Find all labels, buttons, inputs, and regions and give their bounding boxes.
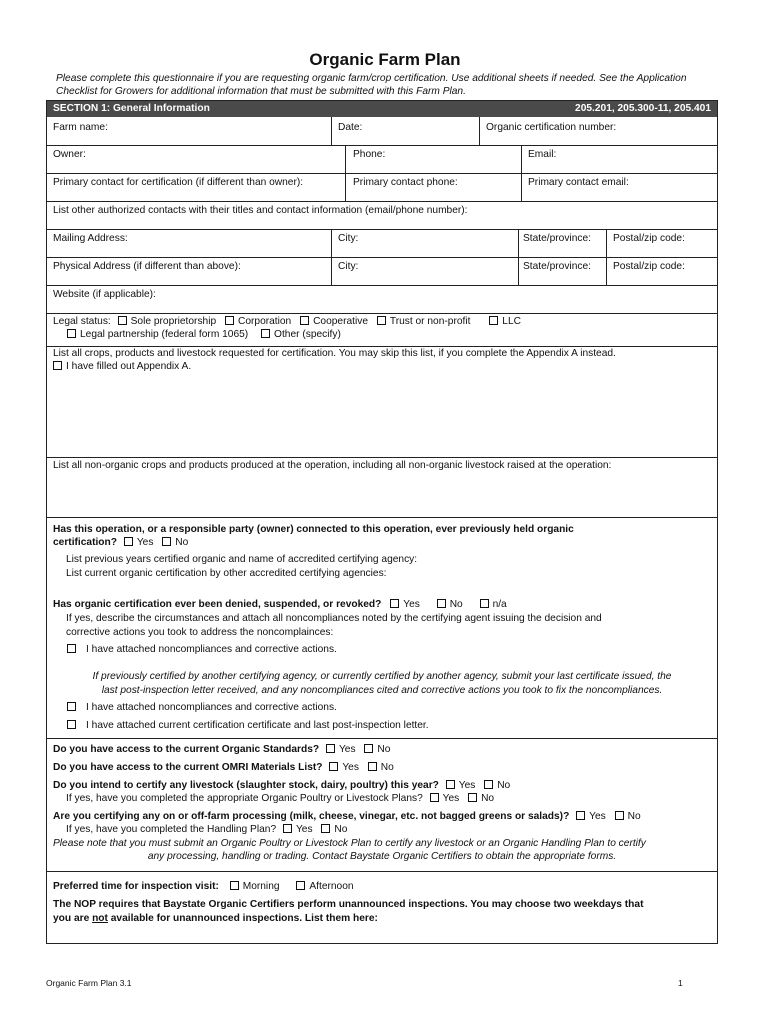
section-header bbox=[47, 101, 717, 117]
appendix-label: I have filled out Appendix A. bbox=[66, 361, 192, 372]
attached-noncompliance-label-1: I have attached noncompliances and corrective actions. bbox=[86, 644, 337, 655]
owner-label[interactable]: Owner: bbox=[53, 149, 86, 160]
omri-yes-checkbox[interactable] bbox=[329, 762, 338, 771]
morning-checkbox[interactable] bbox=[230, 881, 239, 890]
row-divider bbox=[47, 145, 717, 146]
corporation-checkbox[interactable] bbox=[225, 316, 234, 325]
footer-page-number: 1 bbox=[678, 978, 683, 988]
col-divider bbox=[479, 117, 480, 145]
row-divider bbox=[47, 229, 717, 230]
livestock-no-checkbox[interactable] bbox=[484, 780, 493, 789]
inspection-time-label: Preferred time for inspection visit: bbox=[53, 881, 219, 892]
row-divider bbox=[47, 871, 717, 872]
denied-question: Has organic certification ever been denied, suspended, or revoked? bbox=[53, 599, 382, 610]
appendix-row bbox=[53, 361, 191, 372]
standards-yes-label: Yes bbox=[338, 744, 356, 755]
intro-text: Please complete this questionnaire if you are requesting organic farm/crop certification. Use additional sheets if needed. See the Application Checklist for Growers for additional information that must be submitted with this Farm Plan. bbox=[56, 73, 687, 97]
physical-address-label[interactable]: Physical Address (if different than above): bbox=[53, 261, 241, 272]
cert-number-label[interactable]: Organic certification number: bbox=[486, 122, 617, 133]
processing-yes-checkbox[interactable] bbox=[576, 811, 585, 820]
denied-no-label: No bbox=[449, 599, 463, 610]
omri-no-checkbox[interactable] bbox=[368, 762, 377, 771]
attached-certificate-label: I have attached current certification certificate and last post-inspection letter. bbox=[86, 720, 429, 731]
handling-no-checkbox[interactable] bbox=[321, 824, 330, 833]
col-divider bbox=[331, 229, 332, 285]
legal-partnership-checkbox[interactable] bbox=[67, 329, 76, 338]
standards-question: Do you have access to the current Organic Standards? bbox=[53, 744, 320, 755]
col-divider bbox=[518, 229, 519, 285]
col-divider bbox=[521, 145, 522, 201]
nop-note-1: The NOP requires that Baystate Organic Certifiers perform unannounced inspections. You may choose two weekdays that bbox=[53, 899, 644, 910]
mailing-zip-label[interactable]: Postal/zip code: bbox=[613, 233, 685, 244]
current-cert-label[interactable]: List current organic certification by other accredited certifying agencies: bbox=[66, 568, 387, 579]
prior-cert-no-label: No bbox=[175, 537, 189, 548]
standards-no-checkbox[interactable] bbox=[364, 744, 373, 753]
row-divider bbox=[47, 313, 717, 314]
corporation-label: Corporation bbox=[237, 316, 292, 327]
omri-no-label: No bbox=[380, 762, 394, 773]
attached-noncompliance-checkbox-2[interactable] bbox=[67, 702, 76, 711]
col-divider bbox=[606, 229, 607, 285]
row-divider bbox=[47, 457, 717, 458]
legal-status-row-2 bbox=[67, 329, 341, 340]
mailing-state-label[interactable]: State/province: bbox=[523, 233, 591, 244]
sole-proprietorship-label: Sole proprietorship bbox=[130, 316, 217, 327]
plans-note-1: Please note that you must submit an Organic Poultry or Livestock Plan to certify any livestock or an Organic Handling Plan to certify bbox=[53, 838, 646, 849]
livestock-plans-no-label: No bbox=[481, 793, 495, 804]
col-divider bbox=[331, 117, 332, 145]
row-divider bbox=[47, 285, 717, 286]
cooperative-label: Cooperative bbox=[313, 316, 368, 327]
other-contacts-label[interactable]: List other authorized contacts with their titles and contact information (email/phone number): bbox=[53, 205, 468, 216]
physical-state-label[interactable]: State/province: bbox=[523, 261, 591, 272]
standards-no-label: No bbox=[377, 744, 391, 755]
website-label[interactable]: Website (if applicable): bbox=[53, 289, 156, 300]
morning-label: Morning bbox=[242, 881, 280, 892]
describe-line-1: If yes, describe the circumstances and attach all noncompliances noted by the certifying agent issuing the decision and bbox=[66, 613, 602, 624]
row-divider bbox=[47, 517, 717, 518]
nop-note-2-end: available for unannounced inspections. List them here: bbox=[107, 913, 378, 924]
physical-zip-label[interactable]: Postal/zip code: bbox=[613, 261, 685, 272]
omri-yes-label: Yes bbox=[342, 762, 359, 773]
inspection-time-row bbox=[53, 881, 354, 892]
general-information-form bbox=[46, 100, 718, 944]
livestock-yes-checkbox[interactable] bbox=[446, 780, 455, 789]
prior-cert-question-2: certification? bbox=[53, 537, 117, 548]
prior-cert-yes-label: Yes bbox=[136, 537, 154, 548]
nonorganic-list-label[interactable]: List all non-organic crops and products produced at the operation, including all non-organic livestock raised at the operation: bbox=[53, 460, 612, 471]
processing-row bbox=[53, 811, 641, 822]
phone-label[interactable]: Phone: bbox=[353, 149, 386, 160]
prev-agency-note-1: If previously certified by another certifying agency, or currently certified by another agency, submit your last certificate issued, the bbox=[92, 671, 672, 682]
row-divider bbox=[47, 173, 717, 174]
handling-question: If yes, have you completed the Handling Plan? bbox=[66, 824, 277, 835]
mailing-address-label[interactable]: Mailing Address: bbox=[53, 233, 128, 244]
physical-city-label[interactable]: City: bbox=[338, 261, 359, 272]
describe-line-2[interactable]: corrective actions you took to address the noncomplainces: bbox=[66, 627, 334, 638]
processing-question: Are you certifying any on or off-farm processing (milk, cheese, vinegar, etc. not bagged greens or salads)? bbox=[53, 811, 570, 822]
crops-list-label[interactable]: List all crops, products and livestock requested for certification. You may skip this list, if you complete the Appendix A instead. bbox=[53, 348, 616, 359]
omri-question: Do you have access to the current OMRI Materials List? bbox=[53, 762, 323, 773]
prior-cert-question: Has this operation, or a responsible party (owner) connected to this operation, ever previously held organic bbox=[53, 524, 574, 535]
livestock-plans-no-checkbox[interactable] bbox=[468, 793, 477, 802]
row-divider bbox=[47, 346, 717, 347]
attached-certificate-checkbox[interactable] bbox=[67, 720, 76, 729]
livestock-row bbox=[53, 780, 510, 791]
date-label[interactable]: Date: bbox=[338, 122, 363, 133]
processing-no-checkbox[interactable] bbox=[615, 811, 624, 820]
omri-row bbox=[53, 762, 394, 773]
primary-phone-label[interactable]: Primary contact phone: bbox=[353, 177, 458, 188]
farm-name-label[interactable]: Farm name: bbox=[53, 122, 108, 133]
denied-no-checkbox[interactable] bbox=[437, 599, 446, 608]
livestock-plans-question: If yes, have you completed the appropriate Organic Poultry or Livestock Plans? bbox=[66, 793, 423, 804]
denied-na-checkbox[interactable] bbox=[480, 599, 489, 608]
nop-note-2[interactable] bbox=[53, 913, 378, 924]
attached-noncompliance-row-1 bbox=[67, 644, 337, 655]
livestock-no-label: No bbox=[497, 780, 511, 791]
handling-row bbox=[66, 824, 347, 835]
standards-yes-checkbox[interactable] bbox=[326, 744, 335, 753]
prev-years-label[interactable]: List previous years certified organic and name of accredited certifying agency: bbox=[66, 554, 418, 565]
legal-partnership-label: Legal partnership (federal form 1065) bbox=[80, 329, 249, 340]
row-divider bbox=[47, 201, 717, 202]
prior-cert-no-checkbox[interactable] bbox=[162, 537, 171, 546]
footer-doc-name: Organic Farm Plan 3.1 bbox=[46, 978, 132, 988]
attached-noncompliance-row-2 bbox=[67, 702, 337, 713]
legal-status-label: Legal status: bbox=[53, 316, 111, 327]
handling-yes-label: Yes bbox=[295, 824, 313, 835]
livestock-plans-yes-checkbox[interactable] bbox=[430, 793, 439, 802]
prev-agency-note-2: last post-inspection letter received, and any noncompliances cited and corrective actions you took to fix the noncompliances. bbox=[101, 685, 663, 696]
denied-row bbox=[53, 599, 507, 610]
appendix-checkbox[interactable] bbox=[53, 361, 62, 370]
attached-noncompliance-checkbox-1[interactable] bbox=[67, 644, 76, 653]
plans-note-2: any processing, handling or trading. Contact Baystate Organic Certifiers to obtain the appropriate forms. bbox=[147, 851, 617, 862]
cooperative-checkbox[interactable] bbox=[300, 316, 309, 325]
llc-checkbox[interactable] bbox=[489, 316, 498, 325]
attached-certificate-row bbox=[67, 720, 429, 731]
attached-noncompliance-label-2: I have attached noncompliances and corrective actions. bbox=[86, 702, 337, 713]
trust-nonprofit-label: Trust or non-profit bbox=[389, 316, 471, 327]
prior-cert-yes-checkbox[interactable] bbox=[124, 537, 133, 546]
processing-yes-label: Yes bbox=[589, 811, 606, 822]
denied-yes-checkbox[interactable] bbox=[390, 599, 399, 608]
handling-yes-checkbox[interactable] bbox=[283, 824, 292, 833]
denied-yes-label: Yes bbox=[403, 599, 420, 610]
sole-proprietorship-checkbox[interactable] bbox=[118, 316, 127, 325]
afternoon-label: Afternoon bbox=[309, 881, 354, 892]
standards-row bbox=[53, 744, 390, 755]
other-legal-checkbox[interactable] bbox=[261, 329, 270, 338]
row-divider bbox=[47, 257, 717, 258]
section-title: SECTION 1: General Information bbox=[53, 103, 210, 114]
handling-no-label: No bbox=[334, 824, 348, 835]
col-divider bbox=[345, 145, 346, 201]
page-title: Organic Farm Plan bbox=[309, 50, 461, 69]
nop-note-2-start: you are bbox=[53, 913, 93, 924]
livestock-yes-label: Yes bbox=[458, 780, 476, 791]
legal-status-row bbox=[53, 316, 521, 327]
primary-contact-label[interactable]: Primary contact for certification (if different than owner): bbox=[53, 177, 304, 188]
row-divider bbox=[47, 738, 717, 739]
llc-label: LLC bbox=[502, 316, 521, 327]
afternoon-checkbox[interactable] bbox=[296, 881, 305, 890]
livestock-question: Do you intend to certify any livestock (slaughter stock, dairy, poultry) this year? bbox=[53, 780, 439, 791]
email-label[interactable]: Email: bbox=[528, 149, 557, 160]
prior-cert-row bbox=[53, 537, 188, 548]
denied-na-label: n/a bbox=[492, 599, 507, 610]
mailing-city-label[interactable]: City: bbox=[338, 233, 359, 244]
other-legal-label: Other (specify) bbox=[274, 329, 341, 340]
trust-nonprofit-checkbox[interactable] bbox=[377, 316, 386, 325]
primary-email-label[interactable]: Primary contact email: bbox=[528, 177, 629, 188]
nop-note-2-not: not bbox=[92, 913, 108, 924]
section-regulation: 205.201, 205.300-11, 205.401 bbox=[575, 103, 711, 114]
processing-no-label: No bbox=[627, 811, 641, 822]
livestock-plans-yes-label: Yes bbox=[442, 793, 460, 804]
livestock-plans-row bbox=[66, 793, 494, 804]
